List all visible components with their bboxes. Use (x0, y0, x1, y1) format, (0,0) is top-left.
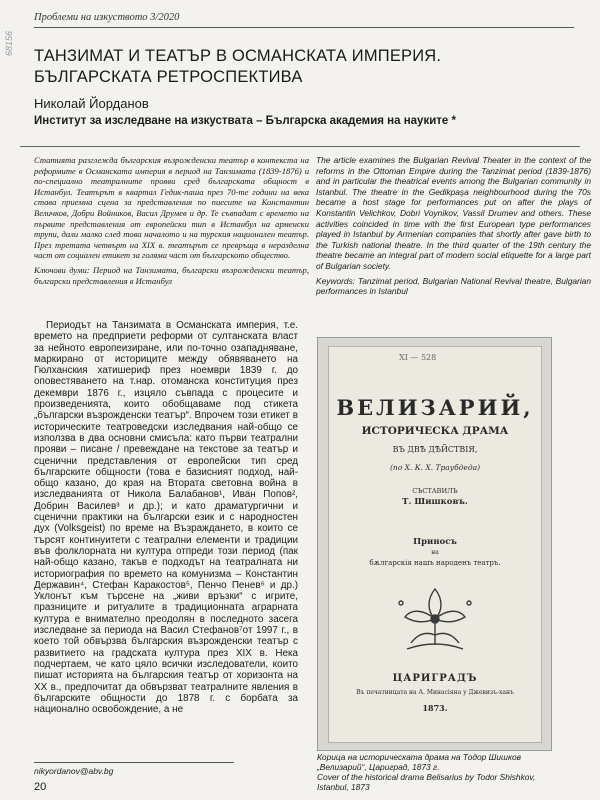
flower-ornament-icon (387, 579, 483, 659)
body-column (34, 320, 298, 715)
title-line-2: БЪЛГАРСКАТА РЕТРОСПЕКТИВА (34, 68, 303, 86)
archive-stamp: 68156 (4, 30, 14, 56)
book-cover-image (328, 346, 542, 743)
page-number: 20 (34, 781, 47, 793)
article-title (34, 46, 574, 88)
caption-english: Cover of the historical drama Belisarius by Todor Shishkov, Istanbul, 1873 (317, 772, 536, 792)
caption-bulgarian: Корица на историческата драма на Тодор Шишков „Велизарий“, Цариград, 1873 г. (317, 752, 521, 772)
author-name: Николай Йорданов (34, 96, 149, 111)
cover-author: Т. Шишковъ. (402, 497, 468, 507)
cover-theatre: бѫлгарскiя нашъ народенъ театръ. (369, 559, 501, 567)
keywords-bg: Ключови думи: Период на Танзимата, български възрожденски театър, български представления в Истанбул (34, 264, 309, 286)
abstract-bg-text: Статията разглежда българския възрожденски театър в контекста на реформите в Османската империя в период на Танзимата (1839-1876) и по-специално театралните прояви сред българската общност в Истанбул. Театърът в квартал Гедик-паша през 70-те години на века става приемна сцена за представления по пиесите на Константин Величков, Добри Войников, Васил Друмев и др. Те съвпадат с времето на първите представления от европейски тип в Истанбул на арменски трупи, дали малко след това началото и на турския национален театър. През третата четвърт на XIX в. театърът се превръща в неразделна част от социален етикет за голяма част от българското общество. (34, 155, 309, 261)
abstract-bulgarian (34, 155, 309, 286)
cover-subtitle: ИСТОРИЧЕСКА ДРАМА (361, 425, 509, 437)
cover-title: ВЕЛИЗАРИЙ, (336, 395, 534, 420)
footnote-email: nikyordanov@abv.bg (34, 762, 234, 776)
cover-composed: СЪСТАВИЛЪ (412, 487, 458, 495)
cover-city: ЦАРИГРАДЪ (392, 673, 478, 684)
abstract-english (316, 155, 591, 297)
figure-book-cover (317, 337, 552, 751)
journal-header: Проблеми на изкуството 3/2020 (34, 12, 574, 28)
cover-gift-to: на (431, 549, 439, 556)
body-paragraph: Периодът на Танзимата в Османската империя, т.е. времето на предприети реформи от султанската власт за нейното европеизиране, или по-точно озападняване, маркирано от историците между обявяването на Гюлханския хатишериф през ноември 1839 г. до оповестяването на т.нар. отоманска конституция през декември 1876 г., изцяло съвпада с процесите и произведенията, които обобщаваме под стикета „български възрожденски театър“. Впрочем този етикет в историческите театроведски изследвания най-общо се използва в два основни смисъла: като първи театрални прояви – писане / превеждане на текстове за театър и сценични представления от европейски тип сред българските общности (това е базисният подход, най-общо казано, до края на Втората световна война в изследванията от Никола Балабанов¹, Иван Попов², Добрин Василев³ и др.); и като драматургични и сценични практики на български език и с народностен дух (Volksgeist) по време на Възраждането, в които се търсят континуитети с театрални елементи и традиции във фолклорната ни култура отпреди този период (пак най-общо казано, такъв е подходът на театралната ни историография по времето на комунизма – Константин Державин⁴, Стефан Каракостов⁵, Пенчо Пенев⁶ и др.) Уклонът към търсене на „живи връзки“ с игрите, празниците и ритуалите в традиционната аграрната култура е внимателно преодолян в последното засега изследване за периода на Васил Стефанов⁷от 1997 г., в което той обвързва българския възрожденски театър с развитието на градската култура през XIX в. Нека подчертаем, че като цяло всички изследователи, които пишат историята на българския театър от хоризонта на XX в., предпочитат да обвързват театралните явления в българските общности до 1878 г. с борбата за национално освобождение, а не (34, 320, 298, 716)
abstract-en-text: The article examines the Bulgarian Revival Theater in the context of the reforms in the Ottoman Empire during the Tanzimat period (1839-1876) and in particular the theatrical events among the Bulgarian community in Istanbul. The theatre in the Gedikpaşa neighbourhood during the 70s became a host stage for performances put on after the plays of Konstantin Velichkov, Dobri Voynikov, Vassil Drumev and others. These activities coincided in time with the first European type performances played in Istanbul by Armenian companies that shortly after gave birth to the Turkish national theatre. In the third quarter of the 19th century the theatre became an integral part of modern social etiquette for a large part of Bulgarian society. (316, 155, 591, 271)
figure-caption (317, 752, 567, 792)
cover-acts: ВЪ ДВѢ ДѢЙСТВІЯ, (392, 445, 478, 454)
cover-catalog-number: XI — 528 (399, 353, 437, 362)
title-line-1: ТАНЗИМАТ И ТЕАТЪР В ОСМАНСКАТА ИМПЕРИЯ. (34, 47, 442, 65)
cover-gift: Приносъ (413, 537, 457, 547)
cover-year: 1873. (422, 703, 448, 713)
abstract-section (20, 146, 591, 299)
author-affiliation: Институт за изследване на изкуствата – Българска академия на науките * (34, 115, 456, 127)
keywords-en: Keywords: Tanzimat period, Bulgarian National Revival theatre, Bulgarian performances in Istanbul (316, 275, 591, 297)
cover-printer: Въ печатницата на А. Минасiяна у Джевизъ-ханъ (356, 689, 514, 696)
cover-source: (по Х. К. Х. Траубдеда) (390, 463, 480, 472)
